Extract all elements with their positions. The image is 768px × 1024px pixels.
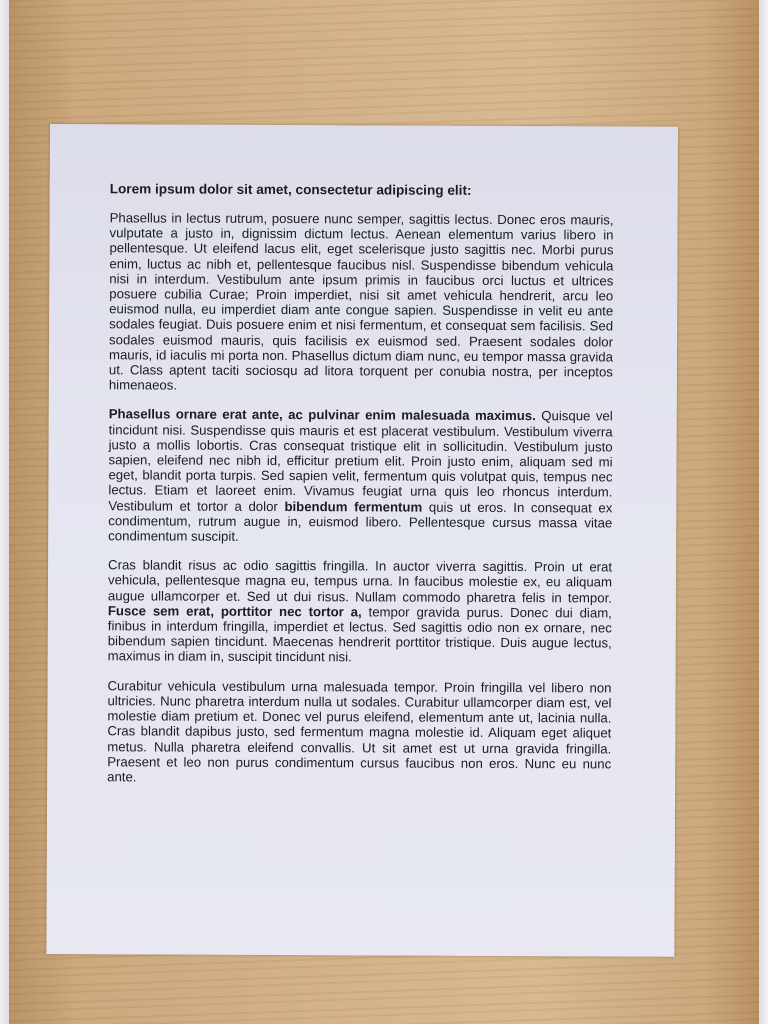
paragraph-4-text: Curabitur vehicula vestibulum urna malesuada tempor. Proin fringilla vel libero non ultricies. Nunc pharetra interdum nulla ut sodales. Curabitur ullamcorper diam est, vel molestie diam pretium et. Donec vel purus eleifend, elementum ante ut, lacinia nulla. Cras blandit dapibus justo, sed fermentum magna molestie id. Aliquam eget aliquet metus. Nulla pharetra eleifend convallis. Ut sit amet est ut urna gravida fringilla. Praesent et leo non purus condimentum cursus faucibus non eros. Nunc eu nunc ante. [107,677,612,785]
background-edge-left [0,0,9,1024]
paper-sheet [46,124,678,957]
document-heading: Lorem ipsum dolor sit amet, consectetur adipiscing elit: [109,181,472,198]
paragraph-3-text-after: tempor gravida purus. Donec dui diam, finibus in interdum fringilla, imperdiet et lectus. Sed sagittis odio non ex ornare, nec bibendum sapien tincidunt. Maecenas hendrerit porttitor tristique. Duis augue lectus, maximus in diam in, suscipit tincidunt nisi. [107,604,612,665]
paragraph-3-bold-mid: Fusce sem erat, porttitor nec tortor a, [107,603,362,620]
paragraph-3-text-before: Cras blandit risus ac odio sagittis fringilla. In auctor viverra sagittis. Proin ut erat vehicula, pellentesque magna eu, tempus urna. In faucibus molestie ex, eu aliquam augue ullamcorper et. Sed ut dui risus. Nullam commodo pharetra felis in tempor. [107,557,613,606]
paragraph-1-text: Phasellus in lectus rutrum, posuere nunc semper, sagittis lectus. Donec eros mauris, vulputate a justo in, dignissim dictum lectus. Aenean elementum varius libero in pellentesque. Ut eleifend lacus elit, eget scelerisque justo sagittis nec. Morbi purus enim, luctus ac nibh et, pellentesque faucibus nisl. Suspendisse bibendum vehicula nisi in interdum. Vestibulum ante ipsum primis in faucibus orci luctus et ultrices posuere cubilia Curae; Proin imperdiet, nisi sit amet vehicula hendrerit, arcu leo euismod nulla, eu imperdiet diam ante congue sapien. Suspendisse in velit eu ante sodales feugiat. Duis posuere enim et nisi fermentum, et consequat sem facilisis. Sed sodales euismod mauris, quis facilisis ex euismod sed. Praesent sodales dolor mauris, id iaculis mi porta non. Phasellus dictum diam nunc, eu tempor massa gravida ut. Class aptent taciti sociosqu ad litora torquent per conubia nostra, per inceptos himenaeos. [108,210,614,393]
paragraph-2-bold-mid: bibendum fermentum [284,498,423,515]
document-body [107,181,614,800]
paragraph-3 [108,558,612,667]
background-edge-right [759,0,768,1024]
paragraph-2 [108,407,613,546]
paragraph-2-bold-lead: Phasellus ornare erat ante, ac pulvinar enim malesuada maximus. [108,406,536,424]
paragraph-2-text-after: quis ut eros. In consequat ex condimentum, rutrum augue in, euismod libero. Pellentesque cursus massa vitae condimentum suscipit. [108,499,613,544]
paragraph-4 [107,678,611,787]
paragraph-1 [109,210,614,395]
paragraph-2-text-before: Quisque vel tincidunt nisi. Suspendisse quis mauris et est placerat vestibulum. Vestibulum viverra justo a mollis lobortis. Cras consequat tristique elit in sollicitudin. Vestibulum justo sapien, eleifend nec nibh id, efficitur pretium elit. Proin justo enim, aliquam sed mi eget, blandit porta turpis. Sed sapien velit, fermentum quis volutpat quis, tempus nec lectus. Etiam et laoreet enim. Vivamus feugiat urna quis leo rhoncus interdum. Vestibulum et tortor a dolor [108,408,613,514]
